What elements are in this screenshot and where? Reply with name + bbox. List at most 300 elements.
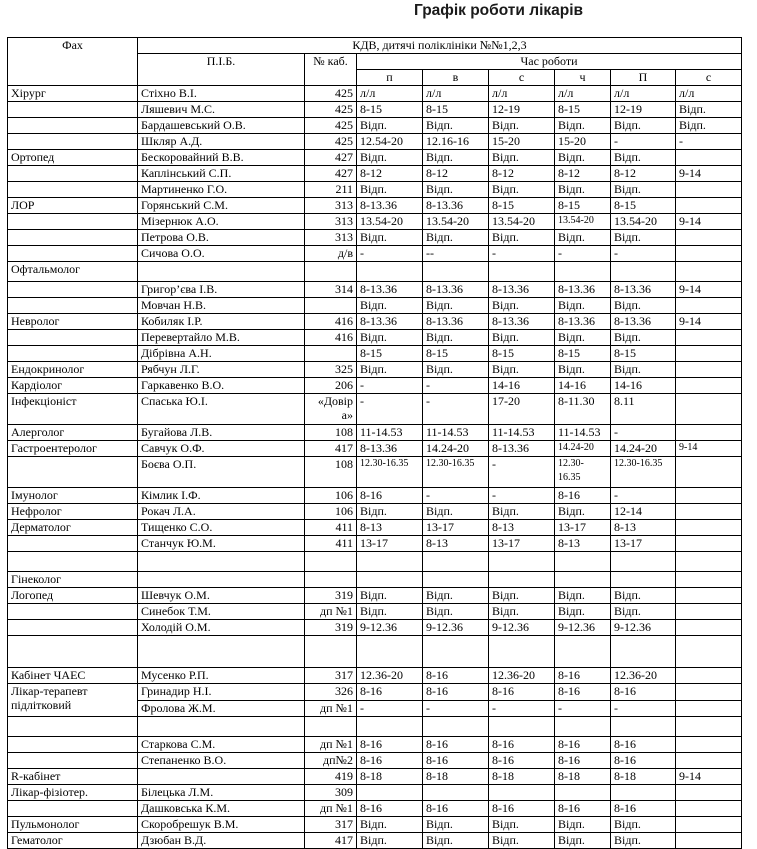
work-time-cell: Відп. xyxy=(423,298,489,314)
work-time-cell: Відп. xyxy=(676,118,742,134)
doctor-name-cell: Холодій О.М. xyxy=(138,620,305,636)
schedule-table xyxy=(7,37,742,849)
work-time-cell xyxy=(676,636,742,668)
doctor-name-cell: Петрова О.В. xyxy=(138,230,305,246)
cabinet-cell: 425 xyxy=(305,86,357,102)
specialty-cell xyxy=(8,346,138,362)
work-time-cell: 13-17 xyxy=(423,520,489,536)
work-time-cell: 12.30-16.35 xyxy=(357,457,423,488)
work-time-cell: 8-16 xyxy=(489,737,555,753)
work-time-cell xyxy=(611,572,676,588)
work-time-cell: 8-16 xyxy=(357,684,423,701)
table-row xyxy=(8,604,742,620)
work-time-cell: л/л xyxy=(611,86,676,102)
work-time-cell: 12.36-20 xyxy=(489,668,555,684)
cabinet-cell: 313 xyxy=(305,198,357,214)
work-time-cell: Відп. xyxy=(489,362,555,378)
table-row xyxy=(8,441,742,457)
work-time-cell xyxy=(676,552,742,572)
work-time-cell: 12.30-16.35 xyxy=(423,457,489,488)
cabinet-cell: 416 xyxy=(305,330,357,346)
doctor-name-cell: Григор’єва І.В. xyxy=(138,282,305,298)
work-time-cell: 8-16 xyxy=(611,753,676,769)
work-time-cell xyxy=(489,552,555,572)
work-time-cell: Відп. xyxy=(611,298,676,314)
header-day: П xyxy=(611,70,676,86)
doctor-name-cell xyxy=(138,769,305,785)
work-time-cell: - xyxy=(357,701,423,717)
specialty-cell xyxy=(8,801,138,817)
cabinet-cell: 417 xyxy=(305,833,357,849)
cabinet-cell xyxy=(305,552,357,572)
work-time-cell: 8-13 xyxy=(555,536,611,552)
cabinet-cell: 317 xyxy=(305,668,357,684)
cabinet-cell: 326 xyxy=(305,684,357,701)
work-time-cell: 8-15 xyxy=(423,346,489,362)
work-time-cell xyxy=(611,717,676,737)
table-row xyxy=(8,102,742,118)
table-row xyxy=(8,230,742,246)
work-time-cell: Відп. xyxy=(611,230,676,246)
work-time-cell: Відп. xyxy=(357,230,423,246)
work-time-cell: 12.36-20 xyxy=(357,668,423,684)
work-time-cell: 8-16 xyxy=(555,753,611,769)
work-time-cell: 8-13.36 xyxy=(423,314,489,330)
work-time-cell: 8-16 xyxy=(357,801,423,817)
work-time-cell: 8-15 xyxy=(423,102,489,118)
cabinet-cell: 427 xyxy=(305,150,357,166)
table-row xyxy=(8,198,742,214)
work-time-cell: 13.54-20 xyxy=(555,214,611,230)
work-time-cell xyxy=(676,425,742,441)
work-time-cell xyxy=(357,572,423,588)
work-time-cell: 9-14 xyxy=(676,314,742,330)
work-time-cell xyxy=(676,536,742,552)
specialty-cell: ЛОР xyxy=(8,198,138,214)
work-time-cell: 8-15 xyxy=(555,198,611,214)
work-time-cell: 9-12.36 xyxy=(611,620,676,636)
work-time-cell: 13.54-20 xyxy=(489,214,555,230)
work-time-cell: Відп. xyxy=(357,362,423,378)
work-time-cell: 8-13 xyxy=(423,536,489,552)
doctor-name-cell: Дзюбан В.Д. xyxy=(138,833,305,849)
cabinet-cell: 106 xyxy=(305,504,357,520)
cabinet-cell: 317 xyxy=(305,817,357,833)
work-time-cell: Відп. xyxy=(555,118,611,134)
work-time-cell xyxy=(489,717,555,737)
work-time-cell: Відп. xyxy=(489,230,555,246)
work-time-cell: 14.24-20 xyxy=(423,441,489,457)
work-time-cell xyxy=(489,636,555,668)
doctor-name-cell: Степаненко В.О. xyxy=(138,753,305,769)
specialty-cell xyxy=(8,298,138,314)
work-time-cell: Відп. xyxy=(555,817,611,833)
work-time-cell: Відп. xyxy=(357,604,423,620)
work-time-cell: 9-14 xyxy=(676,282,742,298)
work-time-cell: 8-15 xyxy=(555,102,611,118)
table-row xyxy=(8,214,742,230)
cabinet-cell xyxy=(305,636,357,668)
cabinet-cell: 427 xyxy=(305,166,357,182)
work-time-cell: Відп. xyxy=(357,817,423,833)
specialty-cell xyxy=(8,246,138,262)
work-time-cell: Відп. xyxy=(357,298,423,314)
work-time-cell: - xyxy=(555,246,611,262)
work-time-cell xyxy=(555,572,611,588)
doctor-name-cell xyxy=(138,572,305,588)
specialty-cell xyxy=(8,604,138,620)
work-time-cell: Відп. xyxy=(611,362,676,378)
work-time-cell xyxy=(611,262,676,282)
specialty-cell: Пульмонолог xyxy=(8,817,138,833)
work-time-cell xyxy=(676,262,742,282)
specialty-cell xyxy=(8,620,138,636)
table-row xyxy=(8,668,742,684)
table-row xyxy=(8,262,742,282)
specialty-cell: Офтальмолог xyxy=(8,262,138,282)
work-time-cell: 12.30-16.35 xyxy=(611,457,676,488)
work-time-cell: л/л xyxy=(489,86,555,102)
work-time-cell: 8-13 xyxy=(357,520,423,536)
work-time-cell xyxy=(676,457,742,488)
doctor-name-cell: Мусенко Р.П. xyxy=(138,668,305,684)
work-time-cell xyxy=(423,262,489,282)
work-time-cell: - xyxy=(611,488,676,504)
work-time-cell xyxy=(676,753,742,769)
work-time-cell: 8-12 xyxy=(611,166,676,182)
work-time-cell: 8-12 xyxy=(357,166,423,182)
doctor-name-cell xyxy=(138,717,305,737)
work-time-cell: Відп. xyxy=(611,118,676,134)
specialty-cell: Дерматолог xyxy=(8,520,138,536)
work-time-cell xyxy=(676,620,742,636)
doctor-name-cell: Бескоровайний В.В. xyxy=(138,150,305,166)
specialty-cell: Лікар-терапевт підлітковий xyxy=(8,684,138,717)
cabinet-cell: 319 xyxy=(305,588,357,604)
work-time-cell: л/л xyxy=(555,86,611,102)
doctor-name-cell: Мартиненко Г.О. xyxy=(138,182,305,198)
table-row xyxy=(8,134,742,150)
work-time-cell: 12-14 xyxy=(611,504,676,520)
cabinet-cell: 425 xyxy=(305,134,357,150)
work-time-cell: Відп. xyxy=(555,833,611,849)
work-time-cell: 9-12.36 xyxy=(489,620,555,636)
work-time-cell: 13.54-20 xyxy=(357,214,423,230)
specialty-cell xyxy=(8,330,138,346)
work-time-cell: 13-17 xyxy=(611,536,676,552)
table-row xyxy=(8,833,742,849)
doctor-name-cell: Горянський С.М. xyxy=(138,198,305,214)
table-row xyxy=(8,118,742,134)
work-time-cell: 8-13.36 xyxy=(611,314,676,330)
work-time-cell xyxy=(555,552,611,572)
doctor-name-cell xyxy=(138,552,305,572)
work-time-cell: 8-12 xyxy=(489,166,555,182)
work-time-cell: - xyxy=(611,134,676,150)
specialty-cell xyxy=(8,753,138,769)
work-time-cell: Відп. xyxy=(357,504,423,520)
doctor-name-cell: Бардашевський О.В. xyxy=(138,118,305,134)
work-time-cell: 13.54-20 xyxy=(423,214,489,230)
cabinet-cell: 211 xyxy=(305,182,357,198)
work-time-cell: 8-15 xyxy=(611,346,676,362)
cabinet-cell: дп №1 xyxy=(305,604,357,620)
specialty-cell xyxy=(8,552,138,572)
work-time-cell: Відп. xyxy=(357,182,423,198)
work-time-cell: Відп. xyxy=(611,833,676,849)
work-time-cell: 8-18 xyxy=(357,769,423,785)
work-time-cell: 8-13.36 xyxy=(611,282,676,298)
work-time-cell: 8-16 xyxy=(489,753,555,769)
work-time-cell xyxy=(676,504,742,520)
work-time-cell xyxy=(555,262,611,282)
specialty-cell: Гематолог xyxy=(8,833,138,849)
work-time-cell: - xyxy=(676,134,742,150)
work-time-cell: 9-14 xyxy=(676,166,742,182)
work-time-cell: 8-16 xyxy=(357,737,423,753)
work-time-cell: - xyxy=(489,457,555,488)
work-time-cell xyxy=(555,717,611,737)
work-time-cell: 8-18 xyxy=(489,769,555,785)
work-time-cell xyxy=(676,801,742,817)
work-time-cell: - xyxy=(423,378,489,394)
work-time-cell: 8-13.36 xyxy=(357,282,423,298)
work-time-cell xyxy=(423,552,489,572)
work-time-cell: - xyxy=(611,425,676,441)
work-time-cell: 15-20 xyxy=(489,134,555,150)
table-row xyxy=(8,166,742,182)
work-time-cell: 8-13.36 xyxy=(357,198,423,214)
table-row xyxy=(8,801,742,817)
cabinet-cell: 319 xyxy=(305,620,357,636)
doctor-name-cell: Гаркавенко В.О. xyxy=(138,378,305,394)
work-time-cell: 8.11 xyxy=(611,394,676,425)
table-row xyxy=(8,282,742,298)
cabinet-cell: 425 xyxy=(305,118,357,134)
work-time-cell: Відп. xyxy=(555,298,611,314)
doctor-name-cell: Стіхно В.І. xyxy=(138,86,305,102)
work-time-cell: л/л xyxy=(357,86,423,102)
work-time-cell: 8-16 xyxy=(423,753,489,769)
work-time-cell: Відп. xyxy=(357,118,423,134)
work-time-cell: 13-17 xyxy=(555,520,611,536)
work-time-cell: 8-13.36 xyxy=(357,441,423,457)
table-row xyxy=(8,394,742,425)
work-time-cell: Відп. xyxy=(357,588,423,604)
table-row xyxy=(8,753,742,769)
specialty-cell: Алерголог xyxy=(8,425,138,441)
specialty-cell xyxy=(8,182,138,198)
work-time-cell: 8-15 xyxy=(357,102,423,118)
work-time-cell: -- xyxy=(423,246,489,262)
work-time-cell: Відп. xyxy=(423,182,489,198)
work-time-cell: 8-16 xyxy=(423,801,489,817)
work-time-cell: Відп. xyxy=(423,330,489,346)
work-time-cell xyxy=(676,520,742,536)
work-time-cell xyxy=(676,572,742,588)
work-time-cell xyxy=(676,230,742,246)
work-time-cell: 12.36-20 xyxy=(611,668,676,684)
work-time-cell: Відп. xyxy=(489,330,555,346)
cabinet-cell: 313 xyxy=(305,230,357,246)
cabinet-cell: 416 xyxy=(305,314,357,330)
work-time-cell: 8-16 xyxy=(489,684,555,701)
work-time-cell xyxy=(676,378,742,394)
cabinet-cell: 106 xyxy=(305,488,357,504)
work-time-cell: Відп. xyxy=(489,298,555,314)
work-time-cell: 17-20 xyxy=(489,394,555,425)
work-time-cell: Відп. xyxy=(489,504,555,520)
table-row xyxy=(8,636,742,668)
table-row xyxy=(8,150,742,166)
work-time-cell: 14-16 xyxy=(611,378,676,394)
work-time-cell xyxy=(676,604,742,620)
specialty-cell: Логопед xyxy=(8,588,138,604)
doctor-name-cell: Станчук Ю.М. xyxy=(138,536,305,552)
doctor-name-cell: Савчук О.Ф. xyxy=(138,441,305,457)
table-row xyxy=(8,737,742,753)
work-time-cell: 8-16 xyxy=(611,684,676,701)
cabinet-cell: дп№2 xyxy=(305,753,357,769)
table-row xyxy=(8,572,742,588)
header-cabinet: № каб. xyxy=(305,54,357,86)
table-row xyxy=(8,504,742,520)
table-row xyxy=(8,488,742,504)
specialty-cell: Кабінет ЧАЕС xyxy=(8,668,138,684)
work-time-cell: 12-19 xyxy=(611,102,676,118)
table-row xyxy=(8,362,742,378)
work-time-cell: 8-16 xyxy=(357,753,423,769)
cabinet-cell: 411 xyxy=(305,536,357,552)
work-time-cell: 9-14 xyxy=(676,769,742,785)
work-time-cell: Відп. xyxy=(423,150,489,166)
work-time-cell: Відп. xyxy=(555,362,611,378)
work-time-cell: Відп. xyxy=(555,230,611,246)
work-time-cell xyxy=(676,717,742,737)
header-day: с xyxy=(489,70,555,86)
work-time-cell: 8-12 xyxy=(423,166,489,182)
work-time-cell: - xyxy=(611,246,676,262)
cabinet-cell: дп №1 xyxy=(305,801,357,817)
specialty-cell xyxy=(8,214,138,230)
cabinet-cell: 108 xyxy=(305,425,357,441)
work-time-cell: Відп. xyxy=(423,588,489,604)
table-row xyxy=(8,298,742,314)
specialty-cell: Хірург xyxy=(8,86,138,102)
work-time-cell: 8-13.36 xyxy=(489,441,555,457)
table-row xyxy=(8,717,742,737)
cabinet-cell: 425 xyxy=(305,102,357,118)
cabinet-cell: 309 xyxy=(305,785,357,801)
cabinet-cell: 411 xyxy=(305,520,357,536)
work-time-cell: 11-14.53 xyxy=(555,425,611,441)
work-time-cell: 8-13.36 xyxy=(423,198,489,214)
work-time-cell: 8-18 xyxy=(423,769,489,785)
work-time-cell: Відп. xyxy=(423,362,489,378)
cabinet-cell xyxy=(305,717,357,737)
work-time-cell: - xyxy=(555,701,611,717)
doctor-name-cell: Шевчук О.М. xyxy=(138,588,305,604)
specialty-cell xyxy=(8,536,138,552)
doctor-name-cell: Сичова О.О. xyxy=(138,246,305,262)
specialty-cell xyxy=(8,118,138,134)
table-row xyxy=(8,346,742,362)
table-row xyxy=(8,182,742,198)
table-row xyxy=(8,552,742,572)
doctor-name-cell: Кобиляк І.Р. xyxy=(138,314,305,330)
cabinet-cell xyxy=(305,298,357,314)
header-day: п xyxy=(357,70,423,86)
specialty-cell: Ортопед xyxy=(8,150,138,166)
cabinet-cell: 108 xyxy=(305,457,357,488)
work-time-cell: Відп. xyxy=(611,588,676,604)
work-time-cell: 13-17 xyxy=(357,536,423,552)
work-time-cell: л/л xyxy=(423,86,489,102)
work-time-cell: 8-13 xyxy=(489,520,555,536)
work-time-cell: 9-12.36 xyxy=(555,620,611,636)
work-time-cell: - xyxy=(489,246,555,262)
work-time-cell xyxy=(676,833,742,849)
work-time-cell: 8-13.36 xyxy=(423,282,489,298)
work-time-cell xyxy=(357,717,423,737)
doctor-name-cell: Боєва О.П. xyxy=(138,457,305,488)
work-time-cell: 8-13.36 xyxy=(489,314,555,330)
work-time-cell: Відп. xyxy=(423,230,489,246)
work-time-cell: 8-16 xyxy=(423,668,489,684)
work-time-cell: Відп. xyxy=(423,817,489,833)
work-time-cell xyxy=(676,150,742,166)
cabinet-cell: 417 xyxy=(305,441,357,457)
work-time-cell: 14-16 xyxy=(555,378,611,394)
doctor-name-cell: Кімлик І.Ф. xyxy=(138,488,305,504)
cabinet-cell: дп №1 xyxy=(305,701,357,717)
specialty-cell xyxy=(8,457,138,488)
work-time-cell: Відп. xyxy=(555,330,611,346)
work-time-cell xyxy=(423,785,489,801)
header-name: П.І.Б. xyxy=(138,54,305,86)
work-time-cell: Відп. xyxy=(611,330,676,346)
work-time-cell: Відп. xyxy=(555,504,611,520)
work-time-cell xyxy=(423,572,489,588)
work-time-cell xyxy=(676,362,742,378)
work-time-cell xyxy=(357,552,423,572)
work-time-cell: - xyxy=(489,488,555,504)
doctor-name-cell: Гринадир Н.І. xyxy=(138,684,305,701)
specialty-cell xyxy=(8,737,138,753)
work-time-cell: 11-14.53 xyxy=(489,425,555,441)
work-time-cell: 8-16 xyxy=(555,684,611,701)
work-time-cell: Відп. xyxy=(676,102,742,118)
work-time-cell: Відп. xyxy=(489,604,555,620)
work-time-cell: 9-14 xyxy=(676,441,742,457)
work-time-cell: л/л xyxy=(676,86,742,102)
work-time-cell: 8-16 xyxy=(555,737,611,753)
table-row xyxy=(8,620,742,636)
specialty-cell xyxy=(8,230,138,246)
cabinet-cell xyxy=(305,262,357,282)
work-time-cell: 12.16-16 xyxy=(423,134,489,150)
work-time-cell: - xyxy=(489,701,555,717)
doctor-name-cell: Скоробрешук В.М. xyxy=(138,817,305,833)
cabinet-cell: дп №1 xyxy=(305,737,357,753)
work-time-cell xyxy=(423,717,489,737)
cabinet-cell xyxy=(305,346,357,362)
table-row xyxy=(8,520,742,536)
work-time-cell: 8-15 xyxy=(489,198,555,214)
doctor-name-cell xyxy=(138,636,305,668)
work-time-cell xyxy=(676,684,742,701)
doctor-name-cell: Каплінський С.П. xyxy=(138,166,305,182)
